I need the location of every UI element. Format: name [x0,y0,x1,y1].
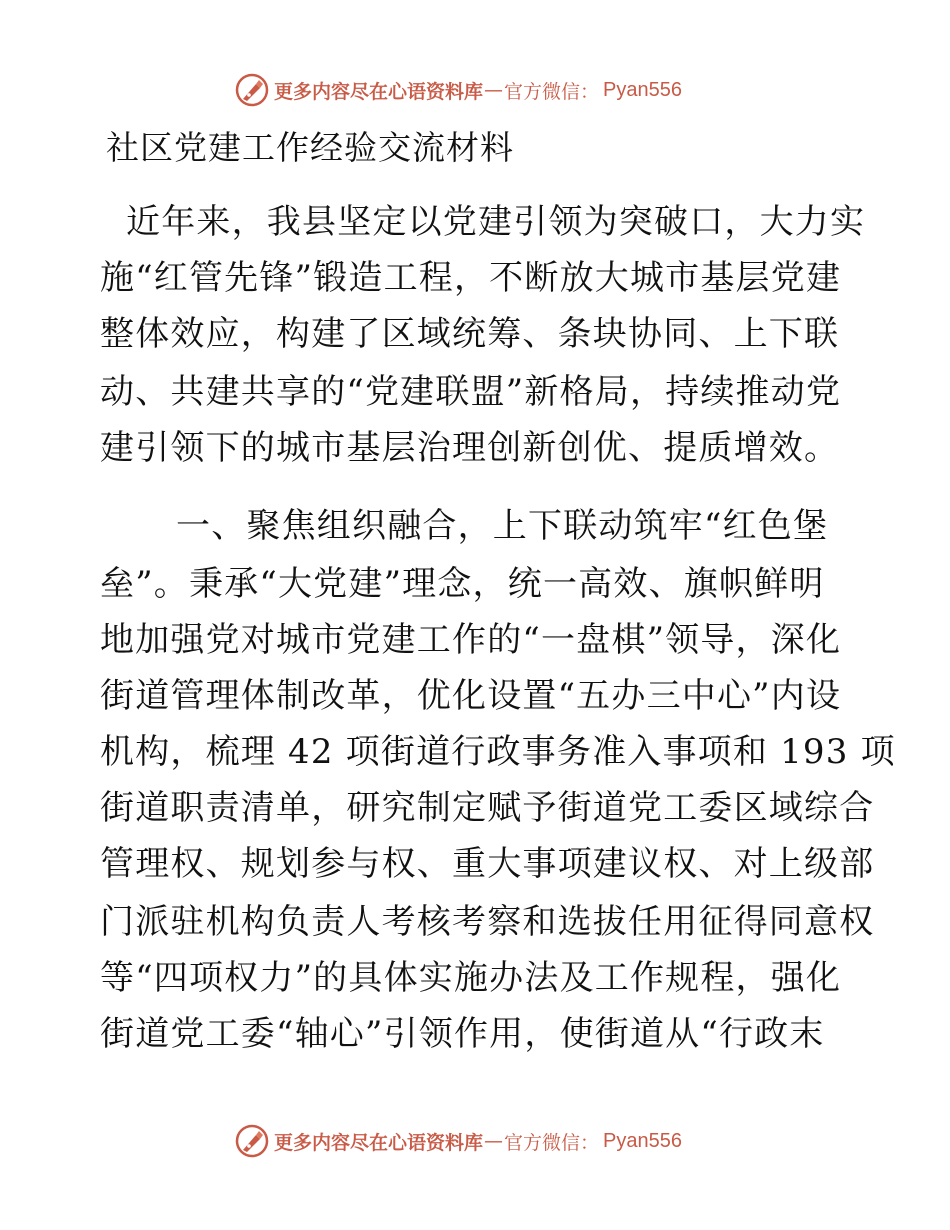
banner-colon: ： [580,80,600,103]
body-line: 施“红管先锋”锻造工程，不断放大城市基层党建 [100,258,842,298]
pen-nib-logo-icon [234,1123,270,1159]
banner-account: Pyan556 [603,1129,683,1152]
banner-wechat-label: 官方微信 [504,80,581,103]
body-line: 机构，梳理 42 项街道行政事务准入事项和 193 项 [100,732,896,772]
banner-separator: — [484,79,504,101]
body-line: 街道党工委“轴心”引领作用，使街道从“行政末 [100,1014,825,1054]
body-line: 等“四项权力”的具体实施办法及工作规程，强化 [100,958,842,998]
banner-brand-text: 更多内容尽在心语资料库 [274,80,484,103]
section-heading-line: 一、聚焦组织融合，上下联动筑牢“红色堡 [176,506,829,546]
body-line: 建引领下的城市基层治理创新创优、提质增效。 [100,428,840,468]
banner-separator: — [484,1130,504,1152]
body-line: 门派驻机构负责人考核考察和选拔任用征得同意权 [100,902,875,942]
pen-nib-logo-icon [234,72,270,108]
body-line: 垒”。秉承“大党建”理念，统一高效、旗帜鲜明 [100,564,825,604]
body-line: 地加强党对城市党建工作的“一盘棋”领导，深化 [100,620,842,660]
banner-colon: ： [580,1131,600,1154]
body-line: 街道管理体制改革，优化设置“五办三中心”内设 [100,676,842,716]
body-line: 管理权、规划参与权、重大事项建议权、对上级部 [100,844,875,884]
banner-wechat-label: 官方微信 [504,1131,581,1154]
body-line: 动、共建共享的“党建联盟”新格局，持续推动党 [100,372,842,412]
body-line: 近年来，我县坚定以党建引领为突破口，大力实 [126,202,866,242]
banner-brand-text: 更多内容尽在心语资料库 [274,1131,484,1154]
footer-banner [234,1121,682,1161]
document-title: 社区党建工作经验交流材料 [106,128,514,167]
banner-account: Pyan556 [603,78,683,101]
header-banner [234,70,682,110]
body-line: 整体效应，构建了区域统筹、条块协同、上下联 [100,314,840,354]
body-line: 街道职责清单，研究制定赋予街道党工委区域综合 [100,788,875,828]
